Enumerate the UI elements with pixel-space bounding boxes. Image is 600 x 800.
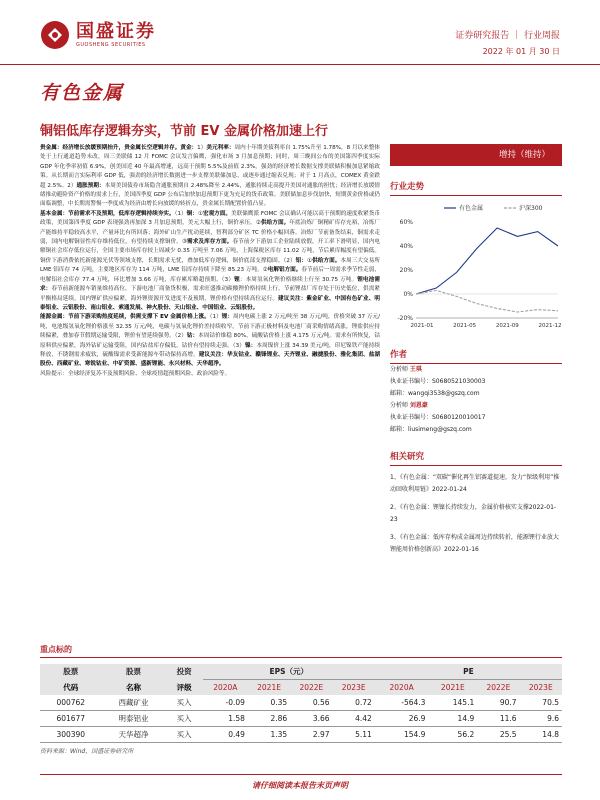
pe-cell: 9.6: [520, 710, 562, 726]
th-pe: PE: [375, 664, 562, 680]
body-text-span: 春节前夕下游加工企业陆续放假，开工率下滑明显，国内电解铜社会库存低位运行，全国主要市场库存较上周减少 0.35 万吨至 7.06 万吨，上海保税区库存 11.02 万吨，节后累库幅度有望偏低。铜价下游消费依托新能源光伏等领域支撑，长期需求无忧，叠加低库存逻辑，铜价底部支撑稳固。: [40, 239, 380, 264]
eps-cell: 5.11: [333, 726, 375, 742]
eps-cell: 0.49: [203, 726, 248, 742]
th-code: 股票: [40, 664, 102, 680]
body-text-span: 周内电碳上涨 2 万元/吨至 38 万元/吨，价格突破 37 万元/吨，电池级氢氧化锂价格涨至 32.35 万元/吨，电碳与氢氧化锂价差持续收窄。节前下游正极材料及电池厂商采购情绪高涨，锂盐供应持续偏紧，叠加春节假期运输受限，锂价有望延续强势。: [40, 314, 380, 340]
body-text-span: （3）: [221, 276, 235, 283]
eps-cell: 0.56: [290, 695, 332, 711]
body-text-span: 本周美国债券市场隐含通胀预期自 2.48%降至 2.44%，通胀持续走高提升美国对通胀的担忧；经济增长放缓情绪推动避险资产价格的需求上行，美国四季度 GDP 公布后加快加息预期下更为充足的货币政策。美联储加息步伐加快，短期黄金价格或仍面临调整，中长期需警惕一季度成为经济由增长向放缓的转折点，贵金属长期配置价值凸显。: [40, 182, 380, 208]
key-stocks-section: [40, 644, 562, 755]
report-title: 铜铝低库存逻辑夯实，节前 EV 金属价格加速上行: [40, 124, 328, 139]
pe-cell: 14.9: [428, 710, 477, 726]
body-paragraph: [40, 313, 380, 369]
analyst-role: 分析师: [390, 402, 410, 409]
body-paragraph: [40, 370, 380, 379]
body-text-span: 本周钴价维稳 80%，硫酸钴价格上涨 4.175 万元/吨。需求有所恢复，钴原料供应偏紧，海外钴矿运输受阻，国内钴盐库存偏低，钴价有望持续走强。: [40, 333, 380, 349]
year-header: 2023E: [520, 680, 562, 695]
page-header: [0, 0, 600, 70]
analyst-name: 刘恩豪: [409, 402, 428, 409]
table-row: [40, 695, 562, 711]
year-header: 2021E: [248, 680, 290, 695]
stock-rating: 买入: [165, 695, 202, 711]
related-report-link[interactable]: 2、《有色金属：锂镍长持续发力，金属价格核实支撑2022-01-23: [390, 504, 557, 523]
logo-en: GUOSHENG SECURITIES: [76, 42, 146, 48]
bold-text: 建议关注：华友钴业、赣锋锂业、天齐锂业、融捷股份、雅化集团、盐湖股份、西藏矿业、寒锐钴业、中矿资源、盛新锂能、永兴材料、天华超净。: [40, 351, 380, 368]
logo-mark-icon: [40, 20, 70, 50]
stock-name: 天华超净: [102, 726, 166, 742]
th-name-sub: 名称: [102, 680, 166, 695]
bold-text: 镍：: [244, 342, 257, 349]
year-header: 2020A: [203, 680, 248, 695]
pe-cell: 14.8: [520, 726, 562, 742]
eps-cell: 1.35: [248, 726, 290, 742]
pe-cell: 11.6: [477, 710, 519, 726]
y-tick-label: 20%: [399, 267, 413, 274]
y-tick-label: 40%: [399, 243, 413, 250]
series-line: [416, 228, 558, 294]
bold-text: 铜：: [186, 210, 198, 217]
footer-disclaimer: 请仔细阅读本报告末页声明: [252, 781, 348, 790]
industry-name: 有色金属: [40, 82, 125, 104]
body-text-span: ③: [181, 239, 188, 246]
body-text-span: 本周镍价上涨 34.39 美元/吨，印尼镍铁产能持续释放，不锈钢需求疲软，硫酸镍需求受新能源车带动保持高增。: [40, 342, 380, 358]
legend-label: 沪深300: [519, 205, 543, 212]
eps-cell: 0.72: [333, 695, 375, 711]
year-header: 2022E: [290, 680, 332, 695]
body-text-span: （2）: [174, 333, 187, 340]
analyst-entry: [390, 400, 562, 436]
x-tick-label: 2021-01: [410, 323, 434, 329]
related-list: [390, 472, 562, 556]
th-eps: EPS（元）: [203, 664, 375, 680]
bold-text: 供给方面。: [260, 220, 290, 227]
body-text-span: （2）: [283, 257, 296, 264]
pe-cell: 56.2: [428, 726, 477, 742]
bold-text: 通胀预期：: [76, 182, 105, 189]
trend-chart: [390, 200, 562, 330]
body-text-span: ②: [262, 267, 268, 274]
analyst-email[interactable]: 邮箱：wangqi3538@gszq.com: [390, 390, 480, 397]
key-stocks-table: [40, 664, 562, 743]
body-paragraph: [40, 144, 380, 210]
x-tick-label: 2021-09: [495, 323, 519, 329]
related-report-link[interactable]: 1、《有色金属：“双碳”催化再生铝赛道提速，发力“保级利用”推动回收利用链》2022-01-24: [390, 474, 560, 493]
body-text-span: 1）: [197, 145, 207, 151]
body-text-span: 春节前新能源车销量维持高位，下游电池厂商备货积极，需求旺盛推动碳酸锂价格持续上行。节前锂盐厂库存处于历史低位，供需紧平衡格局延续。国内锂矿供应偏紧，海外锂资源开发进度不及预期，锂价格有望持续高位运行。: [40, 286, 380, 302]
bold-text: 铝：: [295, 257, 307, 264]
report-date: 2022 年 01 月 30 日: [482, 47, 560, 56]
pe-cell: -564.3: [375, 695, 429, 711]
pe-cell: 25.5: [477, 726, 519, 742]
bold-text: 钴：: [186, 333, 199, 340]
body-paragraph: [40, 210, 380, 313]
eps-cell: -0.09: [203, 695, 248, 711]
bold-text: 宏观方面。: [202, 210, 232, 217]
body-text-span: 2）: [67, 182, 77, 189]
body-text-span: （3）: [232, 342, 245, 349]
analyst-entry: [390, 364, 562, 400]
body-text-span: 春节前后一周需求季节性走弱，电解铝社会库存 77.4 万吨，环比增加 3.66 万吨，库存累库略超预期。: [40, 267, 380, 283]
stock-code: 300390: [40, 726, 102, 742]
report-body: [40, 144, 380, 634]
analyst-cert: 执业证书编号：S0680521030003: [390, 378, 486, 385]
footer-divider: [40, 774, 562, 775]
body-text-span: ：本周氢氧化锂价格继续上行至 30.75 万吨。: [239, 276, 358, 283]
th-code-sub: 代码: [40, 680, 102, 695]
bold-text: 供给方面。: [312, 257, 341, 264]
body-text-span: ②: [255, 220, 261, 227]
pe-cell: 145.1: [428, 695, 477, 711]
analyst-name: 王琪: [409, 366, 422, 373]
pe-cell: 70.5: [520, 695, 562, 711]
stock-rating: 买入: [165, 726, 202, 742]
x-tick-label: 2021-05: [453, 323, 477, 329]
rating-badge: 增持（维持）: [390, 144, 562, 166]
bold-text: 锂：: [221, 314, 234, 321]
stock-rating: 买入: [165, 710, 202, 726]
stock-code: 601677: [40, 710, 102, 726]
stock-name: 明泰铝业: [102, 710, 166, 726]
bold-text: 基本金属：节前需求不及预期，低库存逻辑持续夯实。: [40, 210, 175, 217]
th-rating: 投资: [165, 664, 202, 680]
table-row: [40, 726, 562, 742]
body-text-span: 风险提示：全球经济复苏不及预期风险、全球疫情超预期风险、政治风险等。: [40, 370, 231, 377]
th-name: 股票: [102, 664, 166, 680]
related-report-link[interactable]: 3、《有色金属：低库存构成金属周边持续转折，能源锂行业放大锂能周价格创新高》2022-01-16: [390, 534, 559, 553]
eps-cell: 3.66: [290, 710, 332, 726]
body-text-span: 周内十年期美债利率自 1.75%升至 1.78%，8 月以来整体处于上行通道趋势未改，周三美联储 12 月 FOMC 会议发言偏鹰，强化市场 3 月加息预期；同时，周三晚间公布的美国第四季度实际 GDP 年化季率初值 6.9%，创美国近 40 年最高增速，远高于预期 5.5%及前值 2.3%，强劲的经济增长数据支撑美联储积极加息紧缩政策。从长期而言实际利率 GDP 低，强劲的经济增长数据进一步支撑美联储加息，或逐步通过缩表兑现；对于 1 月高点，COMEX 黄金跌超 2.5%。: [40, 145, 380, 189]
y-tick-label: -20%: [397, 315, 413, 322]
year-header: 2020A: [375, 680, 429, 695]
bold-text: 建议关注：紫金矿业、中国有色矿业、明泰铝业、云铝股份、南山铝业、索通发展、神火股份、天山铝业、中国铝业、云铝股份。: [40, 295, 380, 311]
y-tick-label: 60%: [399, 219, 413, 226]
body-text-span: ①: [306, 257, 313, 264]
bold-text: 电解铝方面。: [267, 267, 302, 274]
source-note: 资料来源：Wind，国盛证券研究所: [40, 747, 134, 755]
eps-cell: 0.35: [248, 695, 290, 711]
analyst-list: [390, 364, 562, 436]
table-title: 重点标的: [40, 644, 562, 658]
legend-label: 有色金属: [459, 205, 484, 212]
body-text-span: 年底冶炼厂铜精矿库存充裕，冶炼厂产能维持平稳较高水平，产量环比有所回落；海外矿山生产扰动延续，智利部分矿区 TC 价格小幅回落。冶炼厂节前备货结束，铜需求走弱，国内电解铜显性库存维持低位，有望持续支撑铜价。: [40, 220, 380, 246]
x-tick-label: 2021-12: [538, 323, 562, 329]
pe-cell: 26.9: [375, 710, 429, 726]
bold-text: 能源金属：节前下游采购热度延续，供需支撑下 EV 金属价格上涨。: [40, 314, 210, 321]
bold-text: 美元利率：: [206, 145, 235, 151]
bold-text: 需求及库存方面。: [187, 239, 233, 246]
stock-code: 000762: [40, 695, 102, 711]
bold-text: 贵金属：经济增长放缓预期抬升，贵金属长空逻辑并存。: [40, 145, 181, 151]
series-line: [416, 290, 558, 312]
analyst-heading: 作者: [390, 348, 562, 364]
year-header: 2022E: [477, 680, 519, 695]
logo: [40, 20, 156, 50]
eps-cell: 4.42: [333, 710, 375, 726]
related-heading: 相关研究: [390, 450, 562, 466]
bold-text: 锂: [234, 276, 240, 283]
bold-text: 锂电池需求：: [40, 276, 380, 293]
eps-cell: 2.97: [290, 726, 332, 742]
eps-cell: 2.86: [248, 710, 290, 726]
body-text-span: （1）: [174, 210, 187, 217]
year-header: 2021E: [428, 680, 477, 695]
body-text-span: ①: [197, 210, 203, 217]
header-divider: [0, 64, 600, 65]
th-rating-sub: 评级: [165, 680, 202, 695]
body-text-span: 本周三大交易所 LME 铝库存 74 万吨，主要地区库存为 114 万吨，LME 铝库存持续下降至 85.23 万吨。: [40, 257, 380, 274]
pe-cell: 90.7: [477, 695, 519, 711]
performance-heading: 行业走势: [390, 180, 562, 196]
table-row: [40, 710, 562, 726]
sidebar: [390, 144, 562, 556]
stock-name: 西藏矿业: [102, 695, 166, 711]
year-header: 2023E: [333, 680, 375, 695]
body-text-span: （1）: [209, 314, 222, 321]
bold-text: 黄金：: [180, 145, 198, 151]
analyst-email[interactable]: 邮箱：liusimeng@gszq.com: [390, 426, 472, 433]
logo-cn: 国盛证券: [76, 21, 156, 42]
eps-cell: 1.58: [203, 710, 248, 726]
pe-cell: 154.9: [375, 726, 429, 742]
analyst-cert: 执业证书编号：S0680120010017: [390, 414, 486, 421]
report-type: 证券研究报告 ｜ 行业周报: [455, 31, 560, 41]
body-text-span: 美联储鹰派 FOMC 会议确认可能以高于预期的速度收紧货币政策，美国第四季度 GDP 表现强劲再加深 3 月加息预期，美元大幅上行，铜价承压。: [40, 210, 380, 227]
analyst-role: 分析师: [390, 366, 410, 373]
y-tick-label: 0%: [403, 291, 413, 298]
